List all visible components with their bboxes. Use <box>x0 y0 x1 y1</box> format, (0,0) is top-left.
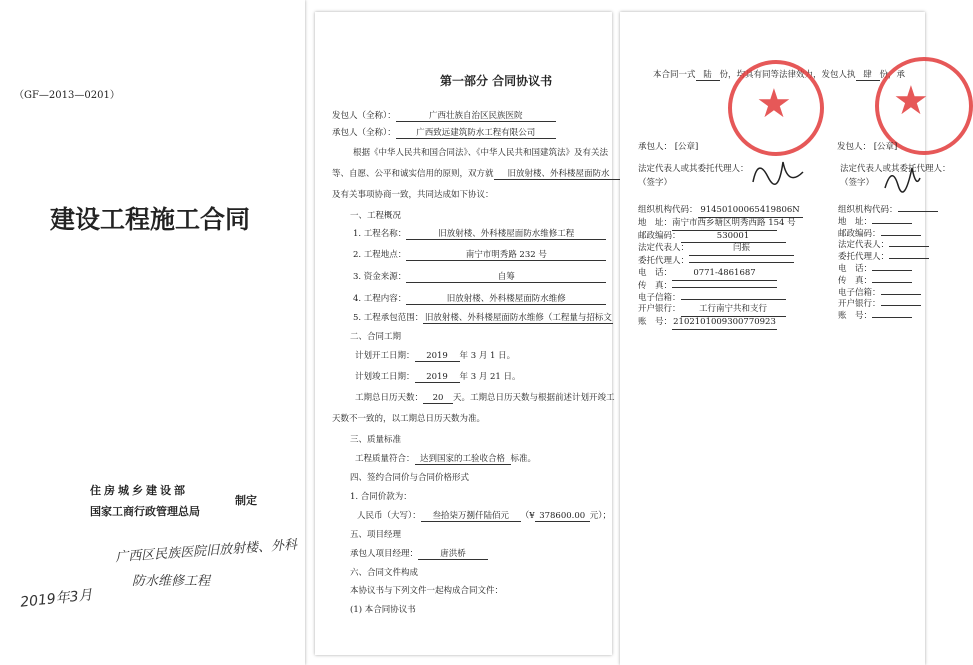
employer-fields <box>838 205 938 323</box>
cover-page <box>0 0 305 665</box>
contract-code: （GF—2013—0201） <box>14 90 120 101</box>
intro-line-3: 及有关事项协商一致，共同达成如下协议： <box>332 190 494 200</box>
employer-field <box>838 229 938 241</box>
employer-field <box>838 276 938 288</box>
item-value: 旧放射楼、外科楼屋面防水维修工程 <box>406 227 606 240</box>
rmb-label: 人民币（大写）： <box>357 511 421 521</box>
contractor-field <box>638 205 803 218</box>
intro-line-1: 根据《中华人民共和国合同法》、《中华人民共和国建筑法》及有关法 <box>353 148 609 158</box>
section-1: 一、工程概况 <box>350 211 402 221</box>
employer-sign-label: 发包人： <box>837 142 872 152</box>
field-value <box>881 235 921 236</box>
signature-page <box>620 12 951 665</box>
field-label: 邮政编码： <box>638 230 681 241</box>
handwriting-line-2: 防水维修工程 <box>132 574 211 589</box>
field-label: 委托代理人： <box>638 256 690 267</box>
star-icon: ★ <box>756 81 792 127</box>
section-4: 四、签约合同价与合同价格形式 <box>350 473 470 483</box>
item-label: 5. 工程承包范围： <box>353 313 424 323</box>
field-value <box>872 282 912 283</box>
end-year: 2019 <box>415 372 460 383</box>
field-label: 账 号： <box>838 311 873 322</box>
item-label: 4. 工程内容： <box>353 294 407 304</box>
contractor-field <box>638 304 803 317</box>
employer-field <box>838 264 938 276</box>
employer-copies: 肆 <box>856 68 880 81</box>
employer-field <box>838 217 938 229</box>
end-label: 计划竣工日期： <box>355 372 415 382</box>
item-value: 自筹 <box>406 270 606 283</box>
item-value: 旧放射楼、外科楼屋面防水维修（工程量与招标文 <box>424 313 612 323</box>
copies-count: 陆 <box>696 68 720 81</box>
rmb-words: 叁拾柒万捌仟陆佰元 <box>421 509 521 522</box>
rmb-number: 378600.00 <box>535 511 590 522</box>
contractor-signature <box>748 152 808 192</box>
start-year: 2019 <box>415 351 460 362</box>
field-value <box>872 223 912 224</box>
field-label: 地 址： <box>838 216 873 227</box>
field-label: 传 真： <box>638 280 673 291</box>
field-value: 91450100065419806N <box>698 205 803 218</box>
rmb-prefix: （¥ <box>520 511 535 521</box>
employer-field <box>838 288 938 300</box>
employer-field <box>838 299 938 311</box>
copies-text-3: 份，承 <box>879 70 906 80</box>
item-value: 旧放射楼、外科楼屋面防水维修 <box>406 292 606 305</box>
pm-label: 承包人项目经理： <box>350 549 419 559</box>
employer-label: 发包人（全称）： <box>332 111 396 121</box>
employer-field <box>838 205 938 217</box>
project-ref: 旧放射楼、外科楼屋面防水 <box>494 167 624 180</box>
field-label: 电子信箱： <box>838 287 881 298</box>
field-label: 开户银行： <box>638 304 681 315</box>
start-rest: 年 3 月 1 日。 <box>459 351 516 361</box>
field-value <box>672 287 777 288</box>
field-label: 邮政编码： <box>838 228 881 239</box>
rep-label-employer: 法定代表人或其委托代理人： <box>840 164 951 174</box>
field-label: 电 话： <box>638 267 673 278</box>
start-label: 计划开工日期： <box>355 351 415 361</box>
field-label: 传 真： <box>838 275 873 286</box>
cover-title: 建设工程施工合同 <box>50 205 251 234</box>
end-rest: 年 3 月 21 日。 <box>459 372 521 382</box>
contractor-fields <box>638 205 803 330</box>
issuer-1: 住房城乡建设部 <box>90 484 188 497</box>
field-label: 开户银行： <box>838 299 881 310</box>
employer-signature <box>882 160 922 195</box>
field-value <box>889 258 929 259</box>
contractor-field <box>638 317 803 330</box>
agreement-heading: 第一部分 合同协议书 <box>440 74 553 88</box>
quality-value: 达到国家的工验收合格 <box>415 452 511 465</box>
contractor-field <box>638 268 803 281</box>
item-label: 2. 工程地点： <box>353 250 407 260</box>
item-label: 3. 资金来源： <box>353 272 407 282</box>
contractor-field <box>638 256 803 268</box>
handwriting-line-1: 广西区民族医院旧放射楼、外科 <box>114 537 298 566</box>
field-label: 法定代表人： <box>838 240 890 251</box>
section-3: 三、质量标准 <box>350 435 402 445</box>
field-value: 工行南宁共和支行 <box>681 304 786 317</box>
sign-label-employer: （签字） <box>840 178 875 188</box>
field-label: 组织机构代码： <box>838 205 898 215</box>
section-6: 六、合同文件构成 <box>350 568 419 578</box>
contractor-field <box>638 293 803 305</box>
item-label: 1. 工程名称： <box>353 229 407 239</box>
intro-line-2: 等、自愿、公平和诚实信用的原则，双方就 <box>332 169 494 179</box>
rep-label: 法定代表人或其委托代理人： <box>638 164 749 174</box>
field-value: 南宁市西乡塘区明秀西路 154 号 <box>672 218 777 231</box>
field-value <box>881 294 921 295</box>
employer-name: 广西壮族自治区民族医院 <box>396 109 556 122</box>
field-value <box>689 262 794 263</box>
field-value <box>872 270 912 271</box>
contractor-field <box>638 218 803 231</box>
issuer-2: 国家工商行政管理总局 <box>90 505 200 518</box>
star-icon: ★ <box>893 78 929 124</box>
section-5: 五、项目经理 <box>350 530 402 540</box>
field-label: 组织机构代码： <box>638 205 698 215</box>
item-value: 南宁市明秀路 232 号 <box>406 248 606 261</box>
pm-name: 唐洪桥 <box>418 547 488 560</box>
doc-1: (1) 本合同协议书 <box>350 605 416 615</box>
quality-rest: 标准。 <box>510 454 537 464</box>
issued-by: 制定 <box>235 494 257 507</box>
employer-field <box>838 311 938 323</box>
field-value: 闫振 <box>689 243 794 256</box>
employer-field <box>838 240 938 252</box>
field-label: 账 号： <box>638 317 673 328</box>
quality-label: 工程质量符合： <box>355 454 415 464</box>
sign-label: （签字） <box>638 178 673 188</box>
contractor-field <box>638 231 803 244</box>
field-value <box>881 305 921 306</box>
field-value: 530001 <box>681 231 786 244</box>
copies-text-2: 份，均具有同等法律效力，发包人执 <box>719 70 856 80</box>
field-value: 2102101009300770923 <box>672 317 777 330</box>
employer-field <box>838 252 938 264</box>
field-value <box>872 317 912 318</box>
field-label: 电子信箱： <box>638 292 681 303</box>
seal-label: [公章] <box>873 142 898 152</box>
section-2: 二、合同工期 <box>350 332 402 342</box>
contractor-field <box>638 281 803 293</box>
docs-intro: 本协议书与下列文件一起构成合同文件： <box>350 586 504 596</box>
field-value <box>681 299 786 300</box>
field-value: 0771-4861687 <box>672 268 777 281</box>
field-label: 电 话： <box>838 263 873 274</box>
days-value: 20 <box>423 393 453 404</box>
agreement-page <box>315 12 615 655</box>
field-label: 委托代理人： <box>838 252 890 263</box>
rmb-suffix: 元）； <box>589 511 611 521</box>
seal-label: [公章] <box>674 142 699 152</box>
field-label: 法定代表人： <box>638 243 690 254</box>
handwriting-date: 2019年3月 <box>19 587 94 611</box>
days-note: 天数不一致的，以工期总日历天数为准。 <box>332 414 486 424</box>
copies-text: 本合同一式 <box>653 70 696 80</box>
field-label: 地 址： <box>638 217 673 228</box>
contractor-label: 承包人（全称）： <box>332 128 396 138</box>
field-value <box>898 211 938 212</box>
contractor-field <box>638 243 803 256</box>
field-value <box>889 246 929 247</box>
contractor-sign-label: 承包人： <box>638 142 673 152</box>
days-label: 工期总日历天数： <box>355 393 424 403</box>
price-label: 1. 合同价款为： <box>350 492 412 502</box>
contractor-seal <box>728 60 824 156</box>
contractor-name: 广西致远建筑防水工程有限公司 <box>396 126 556 139</box>
days-rest: 天。工期总日历天数与根据前述计划开竣工 <box>453 393 615 403</box>
